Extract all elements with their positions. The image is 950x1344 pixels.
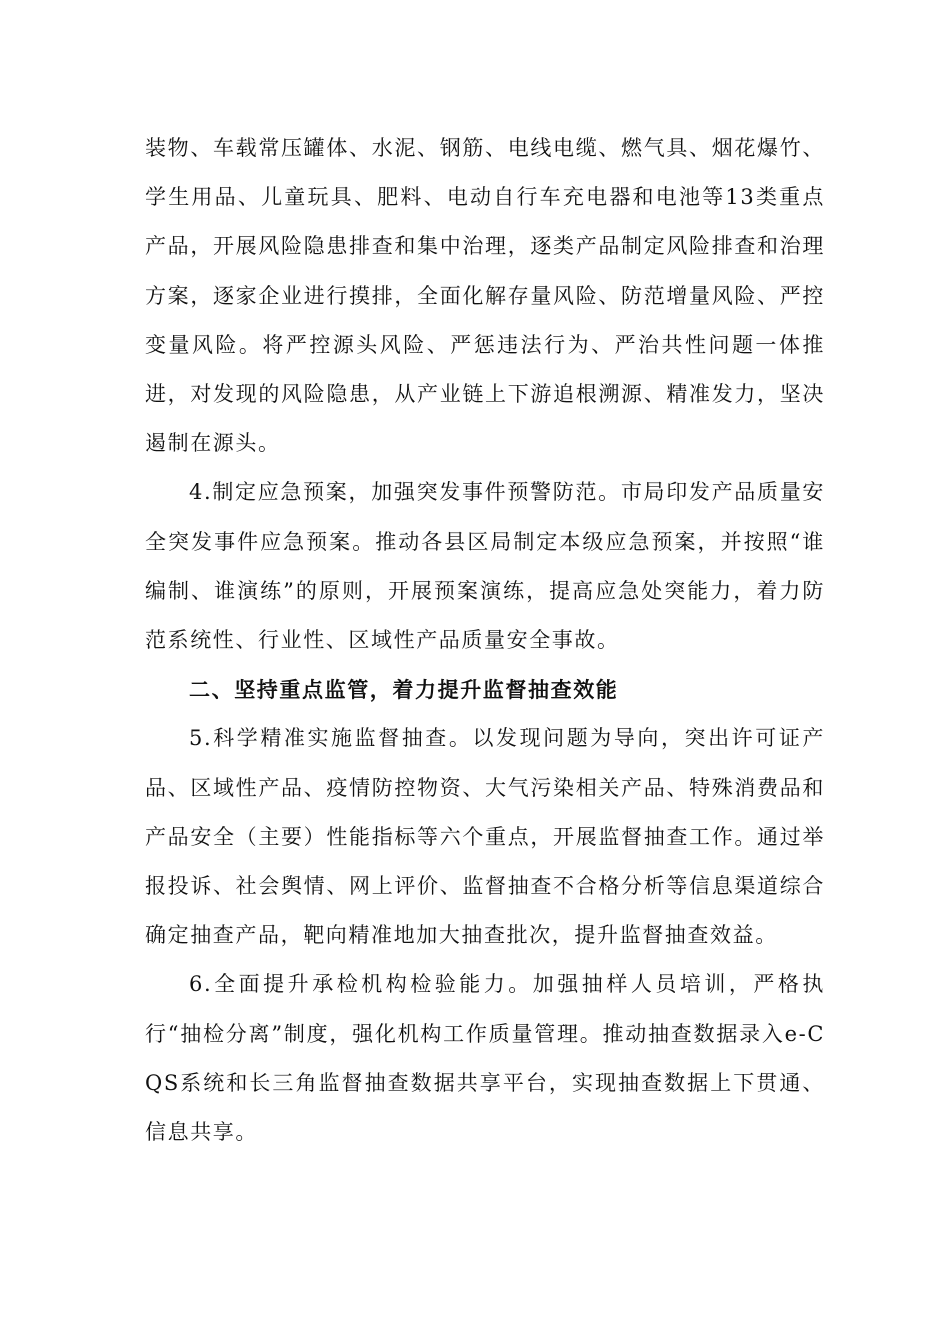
- paragraph-item-4-emergency-plan: 4.制定应急预案，加强突发事件预警防范。市局印发产品质量安全突发事件应急预案。推动各县区局制定本级应急预案，并按照“谁编制、谁演练”的原则，开展预案演练，提高应急处突能力，着力防范系统性、行业性、区域性产品质量安全事故。: [145, 480, 825, 653]
- document-body: [145, 124, 825, 1157]
- section-heading-2: 二、坚持重点监管，着力提升监督抽查效能: [189, 677, 619, 703]
- paragraph-product-list-continued: 装物、车载常压罐体、水泥、钢筋、电线电缆、燃气具、烟花爆竹、学生用品、儿童玩具、肥料、电动自行车充电器和电池等13类重点产品，开展风险隐患排查和集中治理，逐类产品制定风险排查和治理方案，逐家企业进行摸排，全面化解存量风险、防范增量风险、严控变量风险。将严控源头风险、严惩违法行为、严治共性问题一体推进，对发现的风险隐患，从产业链上下游追根溯源、精准发力，坚决遏制在源头。: [145, 136, 825, 456]
- paragraph-item-6-inspection-capacity: 6.全面提升承检机构检验能力。加强抽样人员培训，严格执行“抽检分离”制度，强化机构工作质量管理。推动抽查数据录入e-CQS系统和长三角监督抽查数据共享平台，实现抽查数据上下贯通、信息共享。: [145, 972, 825, 1145]
- paragraph-item-5-spot-checks: 5.科学精准实施监督抽查。以发现问题为导向，突出许可证产品、区域性产品、疫情防控物资、大气污染相关产品、特殊消费品和产品安全（主要）性能指标等六个重点，开展监督抽查工作。通过举报投诉、社会舆情、网上评价、监督抽查不合格分析等信息渠道综合确定抽查产品，靶向精准地加大抽查批次，提升监督抽查效益。: [145, 726, 825, 948]
